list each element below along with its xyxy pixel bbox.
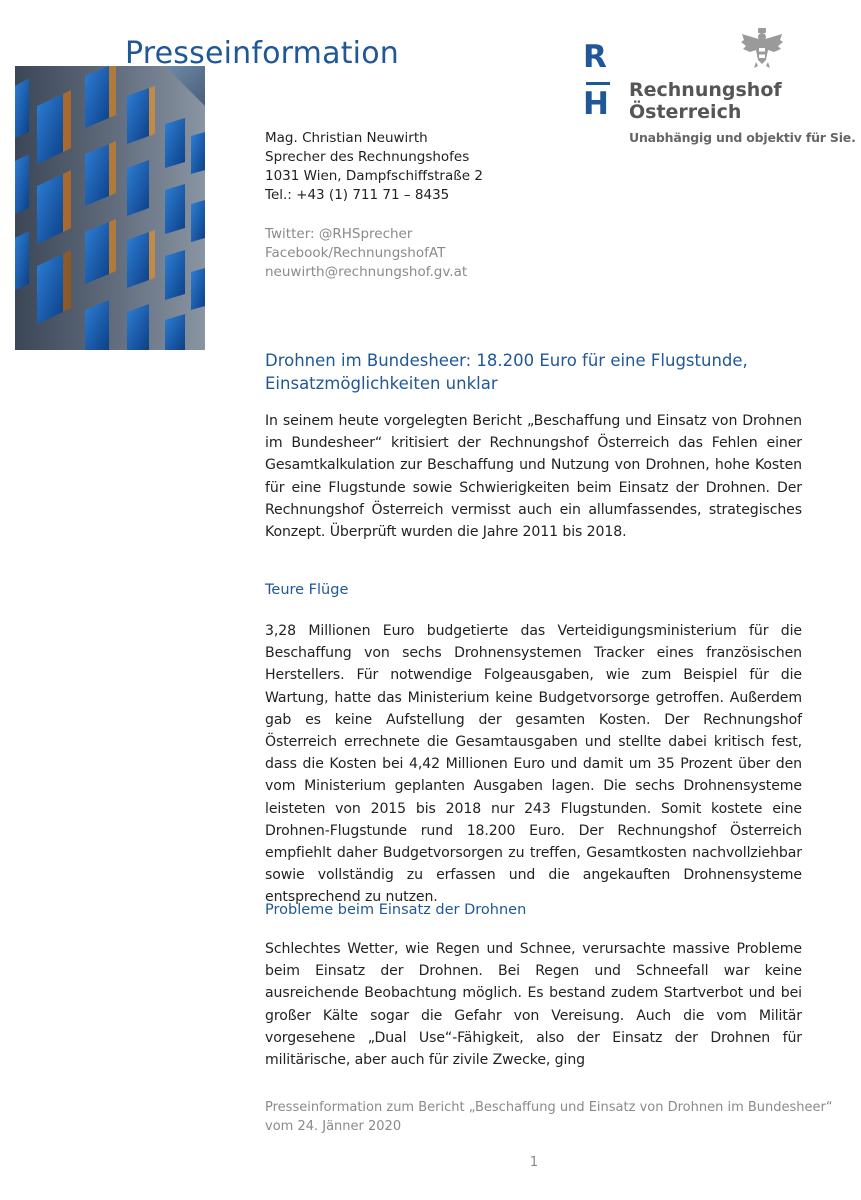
- section-heading-probleme: Probleme beim Einsatz der Drohnen: [265, 902, 527, 918]
- contact-facebook[interactable]: Facebook/RechnungshofAT: [265, 245, 446, 261]
- building-photo: [15, 66, 205, 350]
- page-number: 1: [529, 1155, 539, 1170]
- article-headline: Drohnen im Bundesheer: 18.200 Euro für eine Flugstunde, Einsatzmöglichkeiten unklar: [265, 351, 748, 393]
- contact-email[interactable]: neuwirth@rechnungshof.gv.at: [265, 264, 468, 280]
- contact-address: 1031 Wien, Dampfschiffstraße 2: [265, 168, 483, 184]
- page-title: Presseinformation: [125, 36, 399, 71]
- intro-paragraph: In seinem heute vorgelegten Bericht „Beschaffung und Einsatz von Drohnen im Bundesheer“ kritisiert der Rechnungshof Österreich das Fehlen einer Gesamtkalkulation zur Beschaffung und Nutzung von Drohnen, hohe Kosten für eine Flugstunde sowie Schwierigkeiten beim Einsatz der Drohnen. Der Rechnungshof Österreich vermisst auch ein allumfassendes, strategisches Konzept. Überprüft wurden die Jahre 2011 bis 2018.: [265, 413, 802, 541]
- logo-name: [629, 79, 782, 123]
- logo-mark-divider: [586, 82, 610, 85]
- contact-block: [265, 129, 483, 205]
- logo-tagline: Unabhängig und objektiv für Sie.: [629, 130, 856, 145]
- contact-phone: Tel.: +43 (1) 711 71 – 8435: [265, 187, 450, 203]
- logo-mark-h: H: [583, 86, 609, 122]
- social-contact-block: [265, 225, 467, 282]
- logo-name-line1: Rechnungshof: [629, 79, 782, 101]
- page-footer: [265, 1098, 833, 1136]
- contact-role: Sprecher des Rechnungshofes: [265, 149, 470, 165]
- rechnungshof-logo: [583, 26, 856, 156]
- section-paragraph-teure-fluege: 3,28 Millionen Euro budgetierte das Verteidigungsministerium für die Beschaffung von sechs Drohnensystemen Tracker eines französischen Herstellers. Für notwendige Folgeausgaben, wie zum Beispiel für die Wartung, hatte das Ministerium keine Budgetvorsorge getroffen. Außerdem gab es keine Aufstellung der gesamten Kosten. Der Rechnungshof Österreich errechnete die Gesamtausgaben und stellte dabei kritisch fest, dass die Kosten bei 4,42 Millionen Euro und damit um 35 Prozent über den vom Ministerium geplanten Ausgaben lagen. Die sechs Drohnensysteme leisteten von 2015 bis 2018 nur 243 Flugstunden. Somit kostete eine Drohnen-Flugstunde rund 18.200 Euro. Der Rechnungshof Österreich empfiehlt daher Budgetvorsorgen zu treffen, Gesamtkosten nachvollziehbar sowie vollständig zu erfassen und die angekauften Drohnensysteme entsprechend zu nutzen.: [265, 623, 802, 906]
- contact-name: Mag. Christian Neuwirth: [265, 130, 428, 146]
- logo-mark-r: R: [583, 39, 607, 75]
- contact-twitter[interactable]: Twitter: @RHSprecher: [265, 226, 413, 242]
- logo-name-line2: Österreich: [629, 101, 742, 123]
- footer-line-1: Presseinformation zum Bericht „Beschaffung und Einsatz von Drohnen im Bundesheer“: [265, 1100, 833, 1115]
- section-paragraph-probleme: Schlechtes Wetter, wie Regen und Schnee, verursachte massive Probleme beim Einsatz der Drohnen. Bei Regen und Schneefall war keine ausreichende Beobachtung möglich. Es bestand zudem Startverbot und bei großer Kälte sogar die Gefahr von Vereisung. Auch die vom Militär vorgesehene „Dual Use“-Fähigkeit, also der Einsatz der Drohnen für militärische, aber auch für zivile Zwecke, ging: [265, 941, 802, 1069]
- footer-line-2: vom 24. Jänner 2020: [265, 1119, 402, 1134]
- austrian-eagle-icon: [740, 26, 784, 70]
- building-facade-image: [15, 66, 205, 350]
- section-heading-teure-fluege: Teure Flüge: [265, 582, 349, 598]
